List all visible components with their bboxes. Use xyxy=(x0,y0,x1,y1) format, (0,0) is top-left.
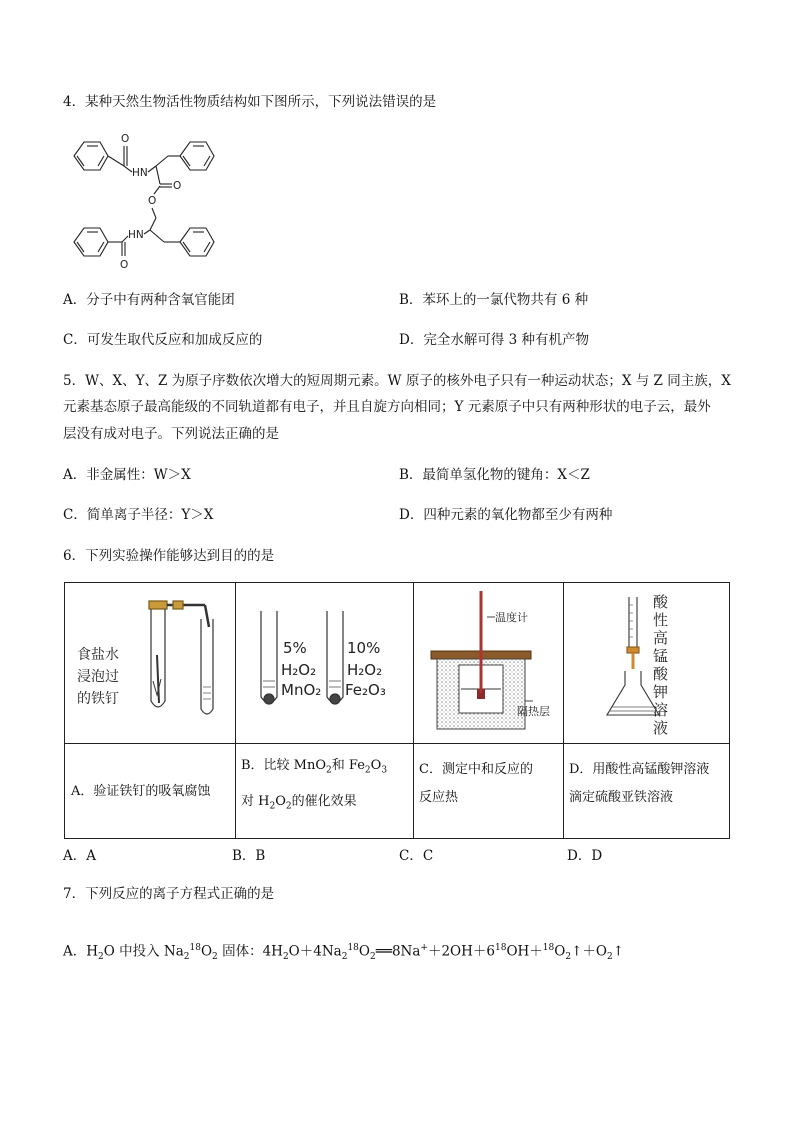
atom-hn: HN xyxy=(132,167,148,179)
q6-answer-b[interactable]: B．B xyxy=(232,848,266,864)
atom-hn: HN xyxy=(128,229,144,241)
fig-d-v8: 液 xyxy=(653,719,669,737)
q6-answer-c[interactable]: C．C xyxy=(399,848,434,864)
q5-stem-line1: 5．W、X、Y、Z 为原子序数依次增大的短周期元素。W 原子的核外电子只有一种运动状态；X 与 Z 同主族，X xyxy=(63,373,731,389)
fig-d-v5: 酸 xyxy=(653,665,669,683)
fig-a-label-3: 的铁钉 xyxy=(77,691,119,707)
q5-stem-line3: 层没有成对电子。下列说法正确的是 xyxy=(63,426,279,442)
q6-cell-c-line1: C．测定中和反应的 xyxy=(419,762,533,777)
q7-option-a[interactable]: A．$H_2O$ 中投入 $Na_2^{18}O_2$ 固体：$4H_2O+4Na_2^{18}O_2══8Na^++2OH+6^{18}OH+^{18}O_2↑+O_2↑$ xyxy=(63,943,624,963)
fig-b-catalyst-tubes xyxy=(241,605,409,735)
q6-cell-b-line1: B．比较 MnO$_2$和 $Fe_2O_3$ xyxy=(241,758,388,776)
fig-a-label-1: 食盐水 xyxy=(77,647,119,663)
q4-stem: 4．某种天然生物活性物质结构如下图所示，下列说法错误的是 xyxy=(63,94,437,110)
q6-experiment-table xyxy=(64,582,730,839)
q5-option-b[interactable]: B．最简单氢化物的键角：X＜Z xyxy=(399,467,590,483)
q6-stem: 6．下列实验操作能够达到目的的是 xyxy=(63,548,275,564)
fig-a-label-2: 浸泡过 xyxy=(77,669,119,685)
q6-cell-c-line2: 反应热 xyxy=(419,790,459,805)
atom-o: O xyxy=(120,259,129,270)
fig-b-mno2: MnO₂ xyxy=(281,681,322,699)
q4-option-b[interactable]: B．苯环上的一氯代物共有 6 种 xyxy=(399,292,589,308)
fig-d-v1: 酸 xyxy=(653,593,669,611)
q4-option-a[interactable]: A．分子中有两种含氧官能团 xyxy=(63,292,235,308)
q4-option-d[interactable]: D．完全水解可得 3 种有机产物 xyxy=(399,332,589,348)
fig-d-titration xyxy=(567,589,729,739)
fig-c-insulation-label: 隔热层 xyxy=(517,705,550,718)
q4-option-c[interactable]: C．可发生取代反应和加成反应的 xyxy=(63,332,263,348)
q6-cell-b-line2: 对 $H_2O_2$的催化效果 xyxy=(241,794,357,812)
fig-d-v4: 锰 xyxy=(653,647,669,665)
q7-stem: 7．下列反应的离子方程式正确的是 xyxy=(63,886,275,902)
q5-stem-line2: 元素基态原子最高能级的不同轨道都有电子，并且自旋方向相同；Y 元素原子中只有两种形状的电子云，最外 xyxy=(63,399,711,415)
q5-option-c[interactable]: C．简单离子半径：Y＞X xyxy=(63,507,214,523)
q6-cell-a: A．验证铁钉的吸氧腐蚀 xyxy=(71,784,211,799)
atom-o: O xyxy=(121,133,130,145)
fig-c-calorimeter xyxy=(417,589,561,739)
atom-o: O xyxy=(173,180,182,192)
fig-c-thermometer-label: 温度计 xyxy=(495,611,528,624)
fig-d-v7: 溶 xyxy=(653,701,669,719)
fig-a-iron-nail-tubes xyxy=(73,593,233,733)
q5-option-d[interactable]: D．四种元素的氧化物都至少有两种 xyxy=(399,507,613,523)
fig-b-h2o2: H₂O₂ xyxy=(281,661,317,679)
fig-d-v6: 钾 xyxy=(653,683,669,701)
fig-b-pct-5: 5% xyxy=(283,639,307,657)
q4-structure-diagram xyxy=(60,128,230,270)
q6-cell-d-line1: D．用酸性高锰酸钾溶液 xyxy=(569,762,710,777)
fig-d-v3: 高 xyxy=(653,629,669,647)
fig-d-v2: 性 xyxy=(653,611,669,629)
fig-b-pct-10: 10% xyxy=(347,639,381,657)
q6-answer-a[interactable]: A．A xyxy=(63,848,96,864)
q6-answer-d[interactable]: D．D xyxy=(567,848,603,864)
fig-b-fe2o3: Fe₂O₃ xyxy=(345,681,386,699)
atom-o: O xyxy=(148,195,157,207)
q6-cell-d-line2: 滴定硫酸亚铁溶液 xyxy=(569,790,674,805)
q5-option-a[interactable]: A．非金属性：W＞X xyxy=(63,467,191,483)
fig-b-h2o2-2: H₂O₂ xyxy=(347,661,383,679)
